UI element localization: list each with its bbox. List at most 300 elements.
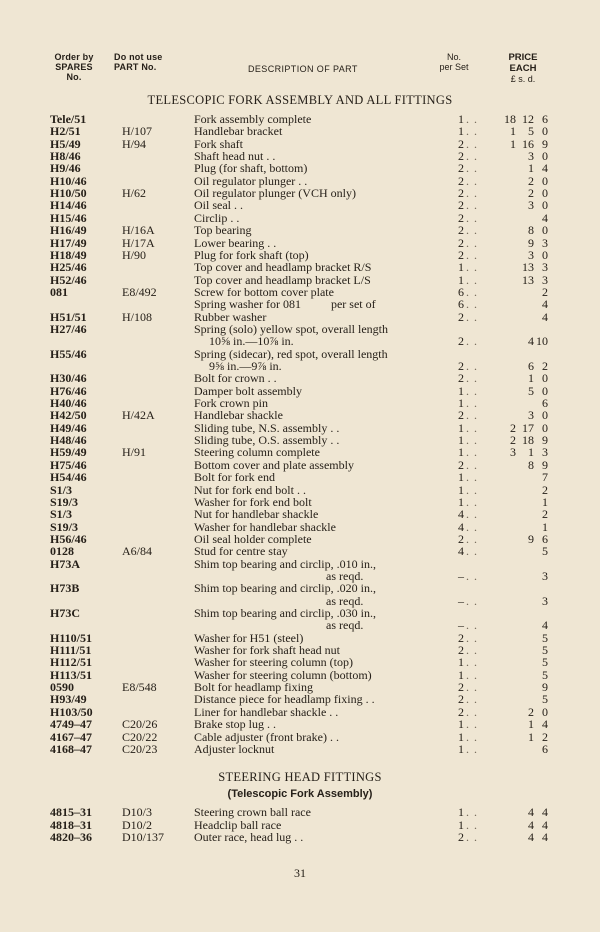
page-number: 31 (294, 866, 306, 880)
leader-dots: . . (466, 186, 478, 201)
spares-no: H14/46 (50, 198, 87, 213)
spares-no: H8/46 (50, 149, 81, 164)
qty-per-set: 2 (458, 371, 464, 386)
leader-dots: . . (466, 272, 478, 287)
qty-per-set: 2 (458, 149, 464, 164)
part-no: E8/548 (122, 680, 157, 695)
leader-dots: . . (466, 470, 478, 485)
header-part-no: PART No. (114, 62, 157, 72)
price-pence: 4 (542, 717, 548, 732)
part-description: Fork crown pin (194, 396, 268, 411)
price-pence: 0 (542, 124, 548, 139)
price-shillings: 8 (528, 223, 534, 238)
leader-dots: . . (466, 383, 478, 398)
spares-no: H9/46 (50, 161, 81, 176)
section-subtitle-steering-head: (Telescopic Fork Assembly) (227, 788, 373, 800)
qty-per-set: 2 (458, 173, 464, 188)
part-description: Cable adjuster (front brake) . . (194, 729, 339, 744)
leader-dots: . . (466, 667, 478, 682)
part-description: Fork shaft (194, 136, 243, 151)
leader-dots: . . (466, 284, 478, 299)
leader-dots: . . (466, 494, 478, 509)
part-description: Washer for fork shaft head nut (194, 643, 340, 658)
spares-no: 0590 (50, 680, 74, 695)
spares-no: H51/51 (50, 309, 87, 324)
part-no: D10/3 (122, 805, 152, 819)
price-shillings: 6 (528, 359, 534, 373)
part-no: H/42A (122, 408, 155, 423)
qty-per-set: 2 (458, 643, 464, 658)
header-per-set: per Set (439, 62, 469, 72)
part-description: Washer for H51 (steel) (194, 630, 304, 645)
part-description: Distance piece for headlamp fixing . . (194, 692, 375, 707)
part-description: Shim top bearing and circlip, .010 in., (194, 556, 376, 571)
qty-per-set: 1 (458, 817, 464, 832)
leader-dots: . . (466, 198, 478, 213)
qty-per-set: 2 (458, 198, 464, 213)
part-description: as reqd. (194, 618, 364, 633)
spares-no: S19/3 (50, 519, 79, 534)
qty-per-set: 1 (458, 124, 464, 139)
qty-per-set: 1 (458, 729, 464, 744)
spares-no: H73C (50, 606, 80, 620)
part-description: as reqd. (194, 568, 364, 583)
part-no: H/94 (122, 136, 146, 151)
leader-dots: . . (466, 507, 478, 522)
part-description: Handlebar bracket (194, 124, 283, 139)
price-shillings: 3 (528, 149, 534, 164)
column-header-description: DESCRIPTION OF PART (248, 64, 358, 74)
table-row (0, 830, 600, 844)
price-pence: 0 (542, 383, 548, 398)
price-pence: 0 (542, 408, 548, 423)
part-description: Damper bolt assembly (194, 383, 302, 398)
price-pence: 0 (542, 704, 548, 719)
part-no: D10/137 (122, 830, 164, 844)
leader-dots: . . (466, 655, 478, 670)
part-description: Outer race, head lug . . (194, 830, 304, 844)
part-description: Bottom cover and plate assembly (194, 457, 354, 472)
part-description: Sliding tube, N.S. assembly . . (194, 420, 340, 435)
price-pence: 0 (542, 371, 548, 386)
qty-per-set: – (458, 593, 464, 608)
qty-per-set: 4 (458, 544, 464, 559)
spares-no: H52/46 (50, 272, 87, 287)
leader-dots: . . (466, 593, 478, 608)
price-shillings: 17 (522, 420, 534, 435)
part-description: Lower bearing . . (194, 235, 277, 250)
leader-dots: . . (466, 371, 478, 386)
price-pence: 0 (542, 149, 548, 164)
qty-per-set: 1 (458, 383, 464, 398)
price-pence: 4 (542, 309, 548, 324)
qty-per-set: 2 (458, 247, 464, 262)
leader-dots: . . (466, 618, 478, 633)
price-shillings: 4 (528, 334, 534, 349)
leader-dots: . . (466, 223, 478, 238)
part-description: Handlebar shackle (194, 408, 283, 423)
part-description: Bolt for fork end (194, 470, 275, 485)
price-shillings: 4 (528, 830, 534, 844)
spares-no: H54/46 (50, 470, 87, 485)
header-spares: SPARES (55, 62, 93, 72)
qty-per-set: 2 (458, 334, 464, 349)
part-description: Screw for bottom cover plate (194, 284, 334, 299)
qty-per-set: 2 (458, 630, 464, 645)
part-description: Nut for fork end bolt . . (194, 482, 306, 497)
price-pence: 4 (542, 297, 548, 312)
price-pence: 4 (542, 618, 548, 633)
price-shillings: 9 (528, 531, 534, 546)
price-pence: 4 (542, 817, 548, 832)
qty-per-set: – (458, 618, 464, 633)
part-description: Shaft head nut . . (194, 149, 276, 164)
part-description: Spring washer for 081 per set of (194, 297, 376, 312)
qty-per-set: 1 (458, 260, 464, 275)
spares-no: H40/46 (50, 396, 87, 411)
price-pence: 2 (542, 507, 548, 522)
price-shillings: 1 (528, 371, 534, 386)
price-pence: 6 (542, 531, 548, 546)
leader-dots: . . (466, 309, 478, 324)
price-pence: 9 (542, 680, 548, 695)
qty-per-set: 2 (458, 408, 464, 423)
price-pence: 2 (542, 482, 548, 497)
price-pence: 9 (542, 136, 548, 151)
leader-dots: . . (466, 729, 478, 744)
price-pence: 3 (542, 272, 548, 287)
price-pence: 10 (536, 334, 548, 349)
price-pence: 5 (542, 643, 548, 658)
part-description: Shim top bearing and circlip, .030 in., (194, 606, 376, 620)
spares-no: 4815–31 (50, 805, 92, 819)
leader-dots: . . (466, 420, 478, 435)
part-description: Headclip ball race (194, 817, 282, 832)
spares-no: 4167–47 (50, 729, 92, 744)
qty-per-set: 2 (458, 531, 464, 546)
qty-per-set: 6 (458, 297, 464, 312)
spares-no: H25/46 (50, 260, 87, 275)
price-shillings: 1 (528, 717, 534, 732)
price-pounds: 18 (504, 112, 516, 126)
header-order-by: Order by (54, 52, 94, 62)
leader-dots: . . (466, 805, 478, 819)
price-pence: 2 (542, 729, 548, 744)
price-shillings: 2 (528, 173, 534, 188)
leader-dots: . . (466, 717, 478, 732)
price-pence: 5 (542, 655, 548, 670)
leader-dots: . . (466, 544, 478, 559)
price-pence: 3 (542, 593, 548, 608)
qty-per-set: 2 (458, 309, 464, 324)
spares-no: 0128 (50, 544, 74, 559)
price-pence: 6 (542, 396, 548, 411)
section-title-fork-assembly: TELESCOPIC FORK ASSEMBLY AND ALL FITTINGS (147, 93, 453, 107)
part-no: H/90 (122, 247, 146, 262)
price-shillings: 5 (528, 124, 534, 139)
price-shillings: 8 (528, 457, 534, 472)
part-no: C20/23 (122, 741, 158, 756)
price-pounds: 2 (510, 420, 516, 435)
spares-no: H76/46 (50, 383, 87, 398)
price-pence: 2 (542, 284, 548, 299)
price-pence: 3 (542, 260, 548, 275)
part-no: C20/22 (122, 729, 158, 744)
column-header-spares (44, 52, 104, 82)
part-description: Plug (for shaft, bottom) (194, 161, 308, 176)
leader-dots: . . (466, 112, 478, 126)
part-no: H/91 (122, 445, 146, 460)
price-shillings: 1 (528, 161, 534, 176)
qty-per-set: 1 (458, 396, 464, 411)
spares-no: H73B (50, 581, 80, 596)
qty-per-set: 1 (458, 420, 464, 435)
leader-dots: . . (466, 136, 478, 151)
part-description: Top cover and headlamp bracket L/S (194, 272, 371, 287)
part-description: Stud for centre stay (194, 544, 288, 559)
price-shillings: 13 (522, 260, 534, 275)
spares-no: H48/46 (50, 433, 87, 448)
part-description: Steering crown ball race (194, 805, 311, 819)
leader-dots: . . (466, 531, 478, 546)
column-header-part (114, 52, 184, 72)
price-shillings: 16 (522, 136, 534, 151)
spares-no: 081 (50, 284, 68, 299)
price-pence: 9 (542, 457, 548, 472)
part-no: H/107 (122, 124, 152, 139)
leader-dots: . . (466, 149, 478, 164)
spares-no: 4749–47 (50, 717, 92, 732)
price-shillings: 2 (528, 704, 534, 719)
price-shillings: 3 (528, 247, 534, 262)
spares-no: H16/49 (50, 223, 87, 238)
part-no: H/108 (122, 309, 152, 324)
spares-no: H93/49 (50, 692, 87, 707)
price-pence: 0 (542, 223, 548, 238)
part-no: C20/26 (122, 717, 158, 732)
spares-no: H18/49 (50, 247, 87, 262)
part-description: Fork assembly complete (194, 112, 312, 126)
leader-dots: . . (466, 643, 478, 658)
part-no: A6/84 (122, 544, 152, 559)
leader-dots: . . (466, 334, 478, 349)
price-shillings: 3 (528, 408, 534, 423)
table-row (0, 742, 600, 756)
qty-per-set: 4 (458, 507, 464, 522)
header-price: PRICE (508, 52, 538, 63)
price-pence: 5 (542, 667, 548, 682)
part-description: Brake stop lug . . (194, 717, 276, 732)
spares-no: S1/3 (50, 507, 73, 522)
part-description: Oil regulator plunger (VCH only) (194, 186, 356, 201)
leader-dots: . . (466, 408, 478, 423)
leader-dots: . . (466, 482, 478, 497)
part-no: E8/492 (122, 284, 157, 299)
part-description: Spring (solo) yellow spot, overall length (194, 321, 388, 336)
qty-per-set: 1 (458, 433, 464, 448)
price-pence: 1 (542, 494, 548, 509)
spares-no: S1/3 (50, 482, 73, 497)
price-pence: 4 (542, 210, 548, 225)
leader-dots: . . (466, 630, 478, 645)
price-pounds: 3 (510, 445, 516, 460)
price-shillings: 3 (528, 198, 534, 213)
qty-per-set: 1 (458, 805, 464, 819)
part-description: Adjuster locknut (194, 741, 275, 756)
spares-no: H73A (50, 556, 80, 571)
qty-per-set: 2 (458, 830, 464, 844)
price-pence: 3 (542, 235, 548, 250)
leader-dots: . . (466, 235, 478, 250)
spares-no: H112/51 (50, 655, 93, 670)
price-pence: 1 (542, 519, 548, 534)
leader-dots: . . (466, 741, 478, 756)
part-description: Liner for handlebar shackle . . (194, 704, 339, 719)
leader-dots: . . (466, 830, 478, 844)
qty-per-set: 1 (458, 482, 464, 497)
part-description: Washer for steering column (bottom) (194, 667, 372, 682)
price-shillings: 2 (528, 186, 534, 201)
part-description: Top bearing (194, 223, 252, 238)
spares-no: H111/51 (50, 643, 92, 658)
spares-no: H42/50 (50, 408, 87, 423)
qty-per-set: – (458, 568, 464, 583)
price-pence: 5 (542, 630, 548, 645)
price-shillings: 13 (522, 272, 534, 287)
header-spares-no: No. (66, 72, 82, 82)
part-no: H/16A (122, 223, 155, 238)
price-pence: 4 (542, 161, 548, 176)
column-header-qty (434, 52, 474, 72)
leader-dots: . . (466, 704, 478, 719)
price-pence: 3 (542, 445, 548, 460)
price-pence: 0 (542, 247, 548, 262)
leader-dots: . . (466, 359, 478, 373)
price-shillings: 1 (528, 445, 534, 460)
qty-per-set: 1 (458, 655, 464, 670)
leader-dots: . . (466, 124, 478, 139)
header-lsd: £ s. d. (510, 74, 536, 84)
spares-no: H5/49 (50, 136, 81, 151)
spares-no: H49/46 (50, 420, 87, 435)
part-description: 10⅝ in.—10⅞ in. (194, 334, 294, 349)
qty-per-set: 2 (458, 210, 464, 225)
part-description: Shim top bearing and circlip, .020 in., (194, 581, 376, 596)
leader-dots: . . (466, 680, 478, 695)
spares-no: H10/50 (50, 186, 87, 201)
price-pence: 5 (542, 544, 548, 559)
section-title-steering-head: STEERING HEAD FITTINGS (218, 770, 382, 784)
price-shillings: 12 (522, 112, 534, 126)
column-header-price (498, 52, 548, 84)
part-description: as reqd. (194, 593, 364, 608)
price-pence: 6 (542, 741, 548, 756)
price-pence: 0 (542, 186, 548, 201)
price-shillings: 1 (528, 729, 534, 744)
header-each: EACH (509, 63, 537, 74)
part-description: Nut for handlebar shackle (194, 507, 319, 522)
spares-no: 4168–47 (50, 741, 92, 756)
qty-per-set: 2 (458, 186, 464, 201)
spares-no: S19/3 (50, 494, 79, 509)
spares-no: H10/46 (50, 173, 87, 188)
leader-dots: . . (466, 692, 478, 707)
leader-dots: . . (466, 519, 478, 534)
price-pence: 7 (542, 470, 548, 485)
price-pence: 6 (542, 112, 548, 126)
part-description: Bolt for crown . . (194, 371, 277, 386)
qty-per-set: 2 (458, 359, 464, 373)
part-description: Rubber washer (194, 309, 267, 324)
part-description: Circlip . . (194, 210, 240, 225)
qty-per-set: 1 (458, 272, 464, 287)
qty-per-set: 4 (458, 519, 464, 534)
price-shillings: 9 (528, 235, 534, 250)
spares-no: H17/49 (50, 235, 87, 250)
header-no: No. (446, 52, 461, 62)
qty-per-set: 2 (458, 136, 464, 151)
spares-no: 4820–36 (50, 830, 92, 844)
price-shillings: 4 (528, 805, 534, 819)
part-no: H/17A (122, 235, 155, 250)
part-description: Washer for handlebar shackle (194, 519, 336, 534)
part-description: Plug for fork shaft (top) (194, 247, 309, 262)
spares-no: 4818–31 (50, 817, 92, 832)
qty-per-set: 1 (458, 717, 464, 732)
price-pence: 3 (542, 568, 548, 583)
part-description: Top cover and headlamp bracket R/S (194, 260, 372, 275)
qty-per-set: 2 (458, 457, 464, 472)
qty-per-set: 2 (458, 692, 464, 707)
spares-no: H27/46 (50, 321, 87, 336)
spares-no: H55/46 (50, 346, 87, 361)
qty-per-set: 2 (458, 223, 464, 238)
qty-per-set: 1 (458, 445, 464, 460)
price-shillings: 5 (528, 383, 534, 398)
spares-no: H59/49 (50, 445, 87, 460)
qty-per-set: 1 (458, 667, 464, 682)
part-no: H/62 (122, 186, 146, 201)
qty-per-set: 1 (458, 494, 464, 509)
leader-dots: . . (466, 173, 478, 188)
price-pence: 0 (542, 198, 548, 213)
leader-dots: . . (466, 817, 478, 832)
part-description: Spring (sidecar), red spot, overall length (194, 346, 388, 361)
price-pence: 2 (542, 359, 548, 373)
qty-per-set: 2 (458, 235, 464, 250)
spares-no: H103/50 (50, 704, 93, 719)
spares-no: H15/46 (50, 210, 87, 225)
price-pounds: 2 (510, 433, 516, 448)
leader-dots: . . (466, 297, 478, 312)
part-description: Washer for steering column (top) (194, 655, 353, 670)
price-pence: 0 (542, 173, 548, 188)
part-description: Oil seal holder complete (194, 531, 312, 546)
header-do-not-use: Do not use (114, 52, 163, 62)
spares-no: H2/51 (50, 124, 81, 139)
price-pence: 5 (542, 692, 548, 707)
part-description: Sliding tube, O.S. assembly . . (194, 433, 340, 448)
spares-no: H75/46 (50, 457, 87, 472)
spares-no: Tele/51 (50, 112, 87, 126)
leader-dots: . . (466, 396, 478, 411)
leader-dots: . . (466, 445, 478, 460)
spares-no: H56/46 (50, 531, 87, 546)
price-pounds: 1 (510, 124, 516, 139)
price-pence: 4 (542, 805, 548, 819)
price-pence: 9 (542, 433, 548, 448)
qty-per-set: 2 (458, 161, 464, 176)
